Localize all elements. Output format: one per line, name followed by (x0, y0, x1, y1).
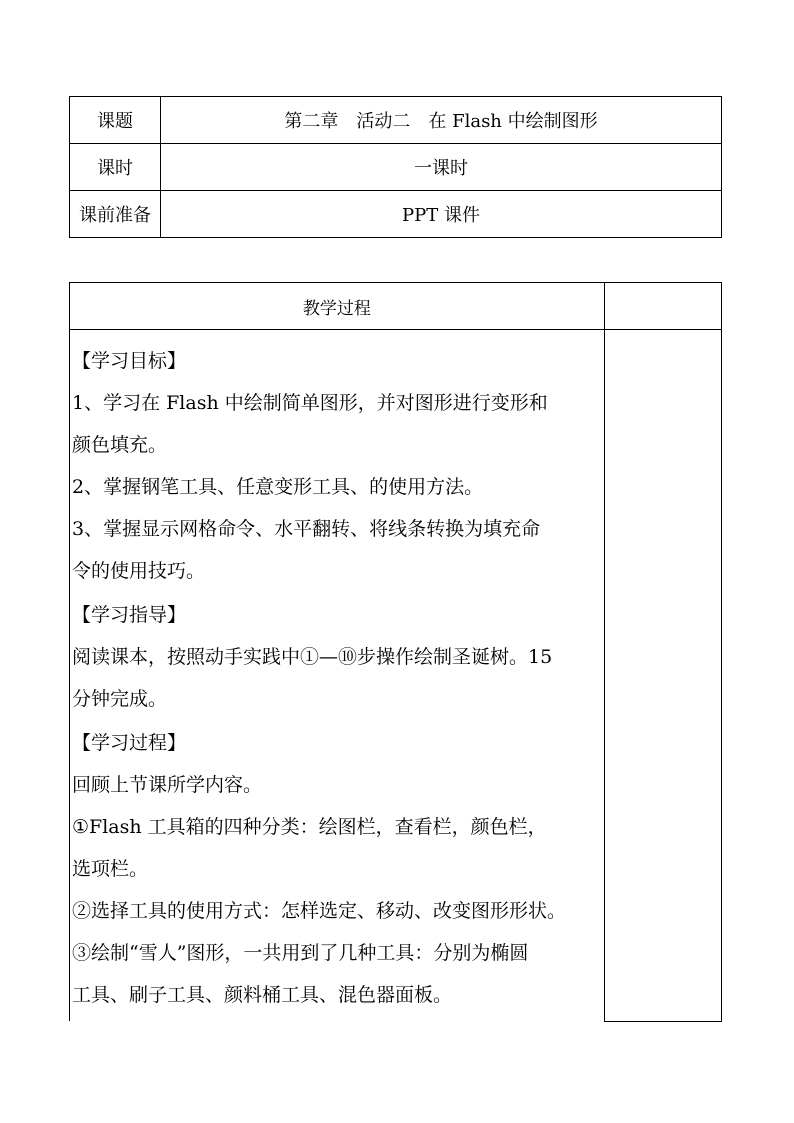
section-title-guidance: 【学习指导】 (72, 604, 187, 626)
process-notes-column (604, 330, 721, 1022)
topic-value: 第二章 活动二 在 Flash 中绘制图形 (161, 97, 722, 144)
info-row-period (70, 144, 722, 191)
period-value: 一课时 (161, 144, 722, 191)
process-line: 工具、刷子工具、颜料桶工具、混色器面板。 (72, 984, 453, 1006)
process-content (70, 330, 605, 1022)
objectives-line: 3、掌握显示网格命令、水平翻转、将线条转换为填充命 (72, 518, 541, 540)
preparation-label: 课前准备 (70, 191, 161, 238)
teaching-process-table (69, 282, 722, 1022)
lesson-info-table (69, 96, 722, 238)
objectives-line: 2、掌握钢笔工具、任意变形工具、的使用方法。 (72, 476, 484, 498)
guidance-line: 阅读课本，按照动手实践中①—⑩步操作绘制圣诞树。15 (72, 646, 553, 668)
process-line: 选项栏。 (72, 858, 149, 880)
process-line: ①Flash 工具箱的四种分类：绘图栏，查看栏，颜色栏， (72, 816, 547, 838)
objectives-line: 颜色填充。 (72, 434, 168, 456)
preparation-value: PPT 课件 (161, 191, 722, 238)
process-header: 教学过程 (70, 283, 605, 330)
period-label: 课时 (70, 144, 161, 191)
section-title-process: 【学习过程】 (72, 732, 187, 754)
topic-label: 课题 (70, 97, 161, 144)
info-row-preparation (70, 191, 722, 238)
process-line: 回顾上节课所学内容。 (72, 774, 263, 796)
info-row-topic (70, 97, 722, 144)
objectives-line: 1、学习在 Flash 中绘制简单图形，并对图形进行变形和 (72, 392, 548, 414)
process-header-notes (604, 283, 721, 330)
section-title-objectives: 【学习目标】 (72, 350, 187, 372)
process-line: ②选择工具的使用方式：怎样选定、移动、改变图形形状。 (72, 900, 567, 922)
guidance-line: 分钟完成。 (72, 688, 168, 710)
objectives-line: 令的使用技巧。 (72, 560, 206, 582)
process-line: ③绘制“雪人”图形，一共用到了几种工具：分别为椭圆 (72, 942, 529, 964)
